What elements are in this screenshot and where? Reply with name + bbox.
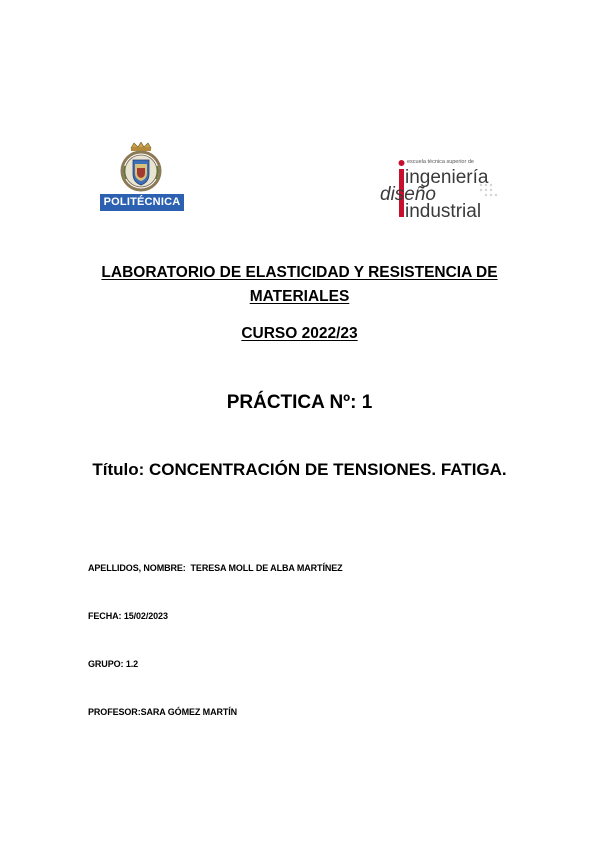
name-label: APELLIDOS, NOMBRE: — [88, 563, 186, 573]
group-label: GRUPO: — [88, 659, 124, 669]
professor-value: SARA GÓMEZ MARTÍN — [140, 707, 238, 717]
date-field — [88, 611, 168, 621]
name-field — [88, 563, 343, 573]
document-title-line2: MATERIALES — [249, 288, 350, 305]
course-heading: CURSO 2022/23 — [241, 325, 358, 342]
etsidi-line1: ingeniería — [405, 167, 489, 188]
etsidi-logo-graphic — [377, 155, 507, 223]
etsidi-line2: diseño — [380, 184, 436, 205]
professor-field — [88, 707, 237, 717]
date-label: FECHA: — [88, 611, 122, 621]
professor-label: PROFESOR: — [88, 707, 141, 717]
upm-logo — [100, 142, 184, 214]
etsidi-line3: industrial — [405, 201, 482, 222]
etsidi-tagline: escuela técnica superior de — [407, 159, 474, 165]
upm-logo-band: POLITÉCNICA — [100, 194, 184, 211]
name-value: TERESA MOLL DE ALBA MARTÍNEZ — [190, 563, 343, 573]
date-value: 15/02/2023 — [123, 611, 168, 621]
group-field — [88, 659, 138, 669]
etsidi-logo — [377, 155, 507, 223]
practice-heading: PRÁCTICA Nº: 1 — [226, 392, 373, 413]
subject-title: Título: CONCENTRACIÓN DE TENSIONES. FATIGA. — [92, 460, 507, 479]
document-title-line1: LABORATORIO DE ELASTICIDAD Y RESISTENCIA DE — [101, 264, 498, 281]
group-value: 1.2 — [125, 659, 139, 669]
upm-crest-icon — [119, 142, 163, 192]
